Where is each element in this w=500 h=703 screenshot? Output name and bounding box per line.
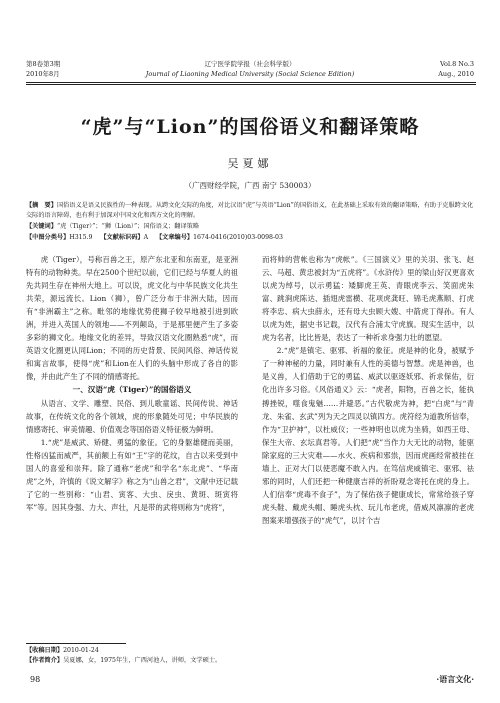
doc-code-label: 【文献标识码】 <box>100 234 144 241</box>
volume-issue-en: Vol.8 No.3 <box>439 60 474 68</box>
author-name: 吴夏娜 <box>227 157 273 170</box>
journal-title-en: Journal of Liaoning Medical University (Social Science Edition) <box>145 70 355 78</box>
received-value: 2010-01-24 <box>63 647 99 654</box>
body-paragraph: 而将帅的营帐也称为“虎帐”。《三国演义》里的关羽、张飞、赵云、马超、黄忠被封为“五虎将”。《水浒传》里的梁山好汉更喜欢以虎为绰号，以示勇猛：矮脚虎王英、青眼虎李云、笑面虎朱富、跳涧虎陈达、插翅虎雷横、花项虎龚旺、锦毛虎燕顺、打虎将李忠、病大虫薛永，还有母大虫顾大嫂、中箭虎丁得孙。有人以虎为姓，据史书记载，汉代有合浦太守虎旗。现实生活中，以虎为名者，比比皆是，表达了一种祈求身强力壮的愿望。 <box>262 255 474 343</box>
abstract-text: 国俗语义是语义民族性的一种表现。从跨文化交际的角度，对比汉语“虎”与英语“Lion”的国俗语义，在此基础上采取有效的翻译策略，有助于克服跨文化交际的语言障碍，也有利于加深对中国文化和西方文化的理解。 <box>26 202 474 219</box>
article-no-value: 1674-0416(2010)03-0098-03 <box>193 234 283 241</box>
footnote-rule <box>26 643 126 644</box>
section-heading: 一、汉语“虎（Tiger）”的国俗语义 <box>72 385 192 395</box>
body-paragraph: 2.“虎”是镇宅、驱邪、祈福的象征。虎是神的化身，被赋予了一种神秘的力量，同时兼有人性的美德与智慧。虎是神兽，也是义兽，人们借助于它的勇猛、威武以驱逐妖邪、祈求保佑，衍化出许多习俗。《风俗通义》云：“虎者，阳物，百兽之长，能执搏挫锐，噬食鬼魅……并避恶。”古代敬虎为神，把“白虎”与“青龙、朱雀、玄武”列为天之四灵以镇四方。虎符经为道教所信奉，作为“卫护神”，以杜威仪；一些神明也以虎为坐骑，如西王母、保生大帝、玄坛真君等。人们把“虎”当作力大无比的动物，能驱除家庭的三大灾难——水火、疾病和邪祟，因而虎画经常被挂在墙上、正对大门以使恶魔不敢入内。在笃信虎威镇宅、驱邪、祛邪的同时，人们还把一种健康吉祥的祈盼观念寄托在虎的身上。人们信奉“虎毒不食子”，为了保佑孩子健康成长，常常给孩子穿虎头鞋、戴虎头帽、睡虎头枕、玩儿布老虎，借威风凛凛的老虎图案来增强孩子的“虎气”，以讨个吉 <box>262 346 474 525</box>
header-rule <box>26 82 476 83</box>
page-number: 98 <box>30 675 41 684</box>
right-column <box>262 253 474 527</box>
received-label: 【收稿日期】 <box>26 647 64 654</box>
volume-issue-cn: 第8卷第3期 <box>26 60 61 68</box>
author-bio-label: 【作者简介】 <box>26 657 64 664</box>
keywords-label: 【关键词】 <box>26 223 57 230</box>
abstract-label: 【摘 要】 <box>26 202 57 209</box>
doc-code-value: A <box>143 234 149 241</box>
left-column <box>26 253 238 514</box>
author-bio <box>26 656 246 666</box>
date-cn: 2010年8月 <box>26 70 60 78</box>
article-title: “虎”与“Lion”的国俗语义和翻译策略 <box>80 116 420 138</box>
header-rule-2 <box>26 84 476 85</box>
clc-label: 【中图分类号】 <box>26 234 70 241</box>
section-tag: ·语言文化· <box>436 674 474 684</box>
body-paragraph: 1.“虎”是威武、矫健、勇猛的象征。它的身躯雄健而美丽，性格凶猛而威严，其前额上有如“王”字的花纹，自古以来受到中国人的喜爱和崇拜。除了通称“老虎”和学名“东北虎”、“华南虎”之外，许慎的《说文解字》称之为“山兽之君”，文献中还记载了它的一些别称：“山君、寅客、大虫、戾虫、黄斑、斑寅将军”等。因其身强、力大、声壮，凡是带的武将则称为“虎将”， <box>26 437 238 512</box>
author-affiliation: （广西财经学院，广西 南宁 530003） <box>184 181 316 190</box>
abstract <box>26 201 476 221</box>
clc-value: H315.9 <box>69 234 93 241</box>
intro-paragraph: 虎（Tiger），号称百兽之王，原产东北亚和东南亚，是亚洲特有的动物种类。早在2500个世纪以前，它们已经与华夏人的祖先共同生存在神州大地上。可以说，虎文化与中华民族文化共生共荣，源远流长。Lion（狮），曾广泛分布于非洲大陆，因而有“非洲霸主”之称。毗邻的地缘优势使狮子较早地被引进到欧洲，并进入英国人的领地——不列颠岛，于是那里便产生了多姿多彩的狮文化。地缘文化的差异，导致汉语文化圈熟悉“虎”，而英语文化圈更认同Lion；不同的历史背景、民间风俗、神话传说和寓言故事，使得“虎”和Lion在人们的头脑中形成了各自的影像，并由此产生了不同的情感寄托。 <box>26 255 238 382</box>
author-bio-text: 吴夏娜，女，1975年生，广西河池人，讲师，文学硕士。 <box>63 657 222 664</box>
classification-line <box>26 233 476 243</box>
keywords <box>26 222 476 232</box>
body-paragraph: 从语言、文学、雕塑、民俗、到儿歌童谣、民间传说、神话故事，在传统文化的各个领域，虎的形象随处可见；中华民族的情感寄托、审美情趣、价值观念等国俗语义特征极为鲜明。 <box>26 398 238 434</box>
received-date <box>26 646 246 656</box>
date-en: Aug., 2010 <box>438 70 474 78</box>
article-no-label: 【文章编号】 <box>155 234 194 241</box>
keywords-text: “虎（Tiger）”；“狮（Lion）”；国俗语义；翻译策略 <box>56 223 200 230</box>
journal-title-cn: 辽宁医学院学报（社会科学版） <box>204 60 296 68</box>
